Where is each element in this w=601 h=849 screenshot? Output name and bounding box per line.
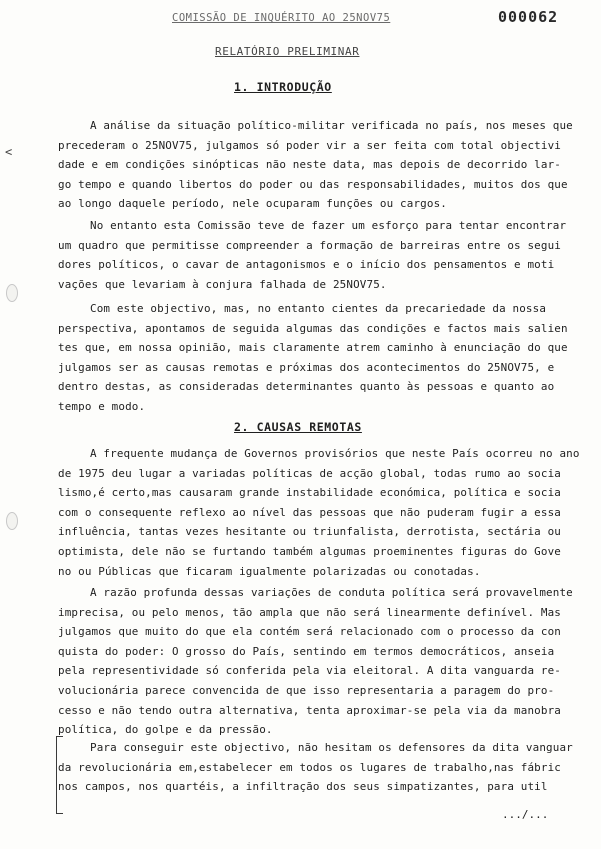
report-title: RELATÓRIO PRELIMINAR — [215, 45, 360, 58]
text-line: no ou Públicas que ficaram igualmente polarizadas ou conotadas. — [58, 564, 481, 578]
section-heading-introducao: 1. INTRODUÇÃO — [234, 80, 332, 94]
commission-header: COMISSÃO DE INQUÉRITO AO 25NOV75 — [172, 12, 391, 24]
text-line: quista do poder: O grosso do País, sentindo em termos democráticos, anseia — [58, 644, 555, 658]
margin-mark: < — [5, 145, 13, 159]
text-line: julgamos que muito do que ela contém será relacionado com o processo da con — [58, 625, 562, 639]
text-line: influência, tantas vezes hesitante ou triunfalista, derrotista, sectária ou — [58, 525, 562, 539]
paragraph — [58, 116, 578, 214]
text-line: ao longo daquele período, nele ocuparam funções ou cargos. — [58, 197, 447, 211]
text-line: nos campos, nos quartéis, a infiltração dos seus simpatizantes, para util — [58, 780, 548, 794]
text-line: de 1975 deu lugar a variadas políticas de acção global, todas rumo ao socia — [58, 466, 562, 480]
text-line: política, do golpe e da pressão. — [58, 723, 273, 737]
text-line: lismo,é certo,mas causaram grande instabilidade económica, política e socia — [58, 486, 562, 500]
punch-hole — [6, 512, 18, 530]
text-line: volucionária parece convencida de que isso representaria a paragem do pro- — [58, 683, 555, 697]
text-line: perspectiva, apontamos de seguida algumas das condições e factos mais salien — [58, 321, 568, 335]
text-line: um quadro que permitisse compreender a formação de barreiras entre os segui — [58, 238, 562, 252]
section-heading-causas-remotas: 2. CAUSAS REMOTAS — [234, 420, 362, 434]
punch-hole — [6, 284, 18, 302]
text-line: Com este objectivo, mas, no entanto cientes da precariedade da nossa — [90, 302, 547, 315]
paragraph — [58, 738, 578, 797]
text-line: com o consequente reflexo ao nível das pessoas que não puderam fugir a essa — [58, 505, 562, 519]
text-line: tes que, em nossa opinião, mais claramente atrem caminho à enunciação do que — [58, 341, 568, 355]
text-line: cesso e não tendo outra alternativa, tenta aproximar-se pela via da manobra — [58, 703, 562, 717]
text-line: dade e em condições sinópticas não neste data, mas depois de decorrido lar- — [58, 158, 562, 172]
page-number: 000062 — [498, 8, 559, 26]
text-line: A razão profunda dessas variações de conduta política será provavelmente — [90, 586, 573, 599]
paragraph — [58, 216, 578, 294]
paragraph — [58, 299, 578, 417]
text-line: imprecisa, ou pelo menos, tão ampla que não será linearmente definível. Mas — [58, 605, 562, 619]
text-line: precederam o 25NOV75, julgamos só poder vir a ser feita com total objectivi — [58, 138, 562, 152]
text-line: A análise da situação político-militar verificada no país, nos meses que — [90, 119, 573, 132]
text-line: dores políticos, o cavar de antagonismos e o início dos pensamentos e moti — [58, 258, 555, 272]
paragraph — [58, 444, 578, 581]
text-line: optimista, dele não se furtando também algumas proeminentes figuras do Gove — [58, 544, 562, 558]
text-line: No entanto esta Comissão teve de fazer um esforço para tentar encontrar — [90, 219, 567, 232]
paragraph — [58, 583, 578, 740]
continuation-mark: .../... — [502, 808, 549, 821]
text-line: A frequente mudança de Governos provisórios que neste País ocorreu no ano — [90, 447, 580, 460]
text-line: dentro destas, as consideradas determinantes quanto às pessoas e quanto ao — [58, 380, 555, 394]
text-line: julgamos ser as causas remotas e próximas dos acontecimentos do 25NOV75, e — [58, 360, 555, 374]
text-line: vações que levariam à conjura falhada de 25NOV75. — [58, 277, 387, 291]
text-line: Para conseguir este objectivo, não hesitam os defensores da dita vanguar — [90, 741, 573, 754]
text-line: pela representividade só conferida pela via eleitoral. A dita vanguarda re- — [58, 664, 562, 678]
text-line: da revolucionária em,estabelecer em todos os lugares de trabalho,nas fábric — [58, 760, 562, 774]
text-line: go tempo e quando libertos do poder ou das responsabilidades, muitos dos que — [58, 177, 568, 191]
text-line: tempo e modo. — [58, 399, 146, 413]
